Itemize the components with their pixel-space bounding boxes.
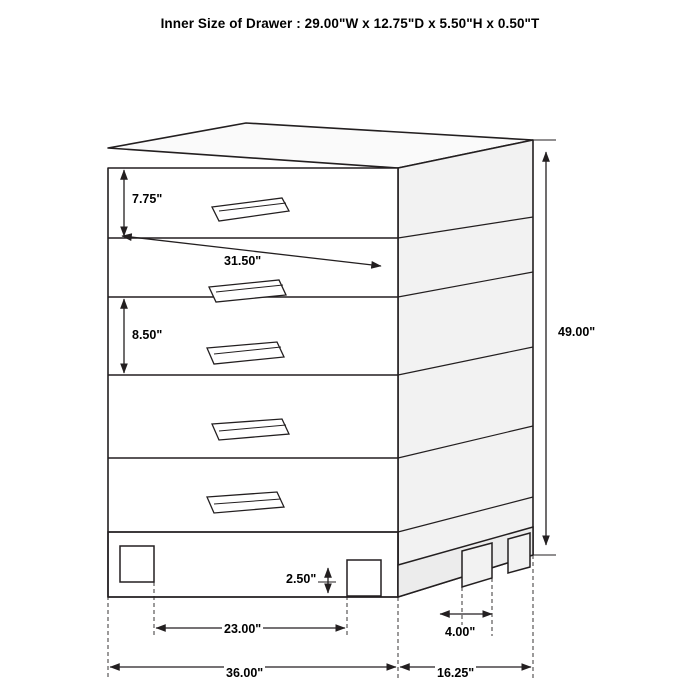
dim-label-leg-height: 2.50" xyxy=(286,572,317,586)
leg-back-far xyxy=(508,533,530,573)
dim-label-total-height: 49.00" xyxy=(558,325,596,339)
dim-label-top-drawer-height: 7.75" xyxy=(132,192,163,206)
dim-label-leg-span-front: 23.00" xyxy=(224,622,262,636)
leg-front-right xyxy=(347,560,381,596)
dim-label-drawer-front-width: 31.50" xyxy=(224,254,262,268)
leg-front-left xyxy=(120,546,154,582)
dim-label-total-width: 36.00" xyxy=(226,666,264,680)
chest-side-panel xyxy=(398,140,533,597)
dim-label-total-depth: 16.25" xyxy=(437,666,475,680)
leg-back-right xyxy=(462,543,492,587)
dim-label-second-drawer-height: 8.50" xyxy=(132,328,163,342)
dim-label-leg-width-side: 4.00" xyxy=(445,625,476,639)
page-title: Inner Size of Drawer : 29.00"W x 12.75"D x 5.50"H x 0.50"T xyxy=(160,16,540,31)
